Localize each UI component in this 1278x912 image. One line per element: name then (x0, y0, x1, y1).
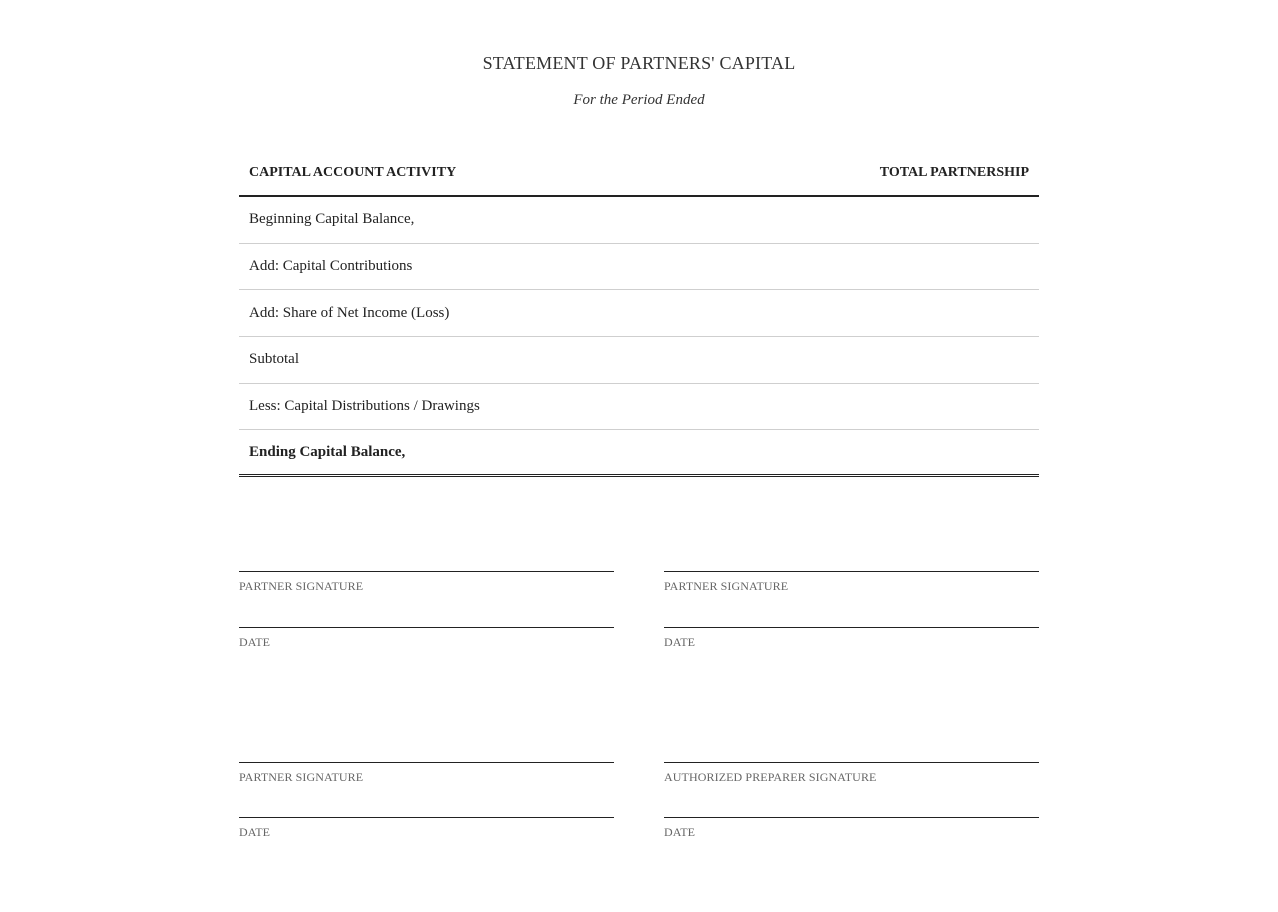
table-row-beginning-balance (239, 197, 1039, 244)
row-label: Add: Capital Contributions (249, 258, 413, 275)
signature-line[interactable] (239, 571, 614, 572)
date-block-partner-3 (239, 817, 614, 840)
row-label: Subtotal (249, 351, 300, 368)
capital-table (239, 150, 1039, 477)
row-label: Add: Share of Net Income (Loss) (249, 304, 450, 321)
date-label: DATE (239, 825, 271, 839)
date-label: DATE (664, 635, 696, 649)
table-row-ending-balance (239, 430, 1039, 477)
table-row-capital-contributions (239, 244, 1039, 291)
row-label: Beginning Capital Balance, (249, 211, 415, 228)
table-row-net-income (239, 290, 1039, 337)
signature-label: AUTHORIZED PREPARER SIGNATURE (664, 770, 877, 784)
date-label: DATE (664, 825, 696, 839)
date-block-partner-2 (664, 627, 1039, 650)
date-block-preparer (664, 817, 1039, 840)
signature-label: PARTNER SIGNATURE (239, 579, 364, 593)
date-line[interactable] (239, 627, 614, 628)
signature-line[interactable] (664, 762, 1039, 763)
page-title: STATEMENT OF PARTNERS' CAPITAL (482, 53, 796, 73)
date-line[interactable] (664, 817, 1039, 818)
signature-label: PARTNER SIGNATURE (664, 579, 789, 593)
row-label: Less: Capital Distributions / Drawings (249, 398, 480, 415)
date-block-partner-1 (239, 627, 614, 650)
column-header-total: TOTAL PARTNERSHIP (879, 164, 1029, 180)
table-row-subtotal (239, 337, 1039, 384)
date-line[interactable] (239, 817, 614, 818)
page-subtitle: For the Period Ended (573, 92, 705, 108)
signature-block-preparer (664, 762, 1039, 785)
signature-line[interactable] (664, 571, 1039, 572)
signature-line[interactable] (239, 762, 614, 763)
column-header-activity: CAPITAL ACCOUNT ACTIVITY (249, 164, 457, 180)
row-label: Ending Capital Balance, (249, 443, 406, 460)
signature-block-partner-2 (664, 571, 1039, 594)
date-label: DATE (239, 635, 271, 649)
signature-block-partner-1 (239, 571, 614, 594)
table-header (239, 150, 1039, 197)
signature-block-partner-3 (239, 762, 614, 785)
date-line[interactable] (664, 627, 1039, 628)
table-row-distributions (239, 384, 1039, 431)
signature-label: PARTNER SIGNATURE (239, 770, 364, 784)
